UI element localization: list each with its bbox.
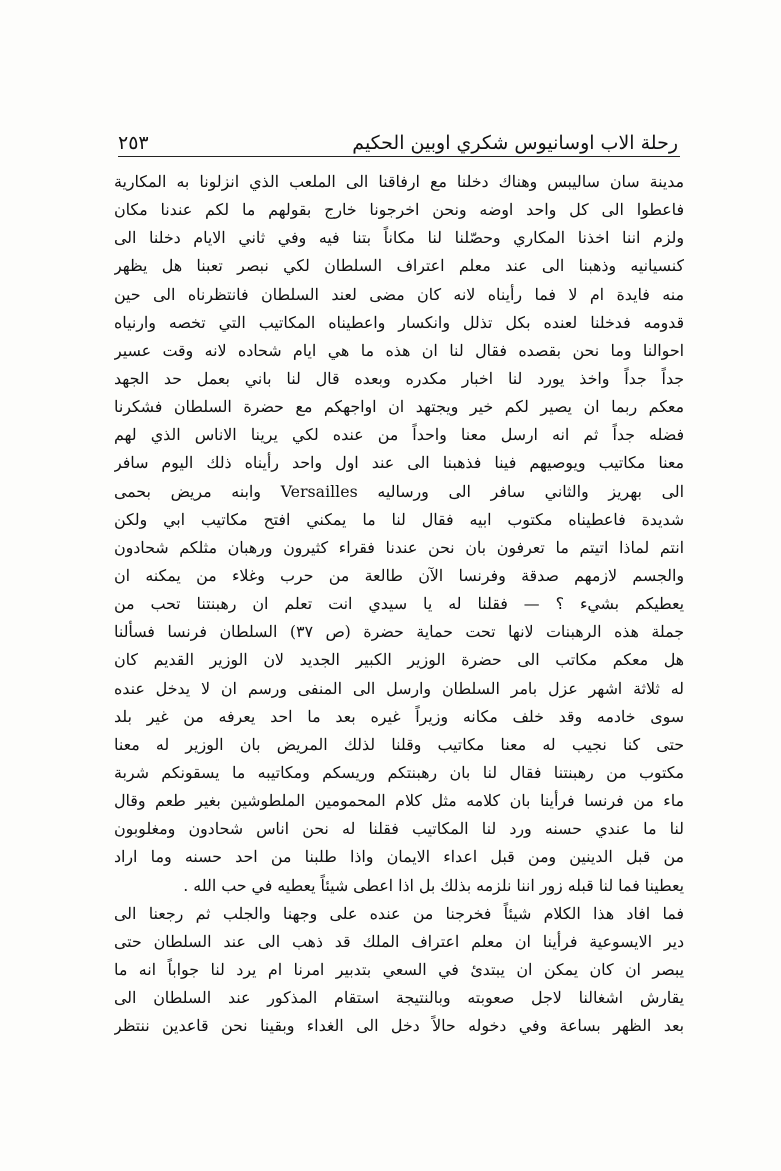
running-title: رحلة الاب اوسانيوس شكري اوبين الحكيم bbox=[352, 132, 678, 154]
page-header bbox=[118, 126, 678, 154]
text-line: يعطيكم بشيء ؟ — فقلنا له يا سيدي انت تعلم ان رهبنتنا تحب من bbox=[114, 594, 684, 614]
text-line: يبصر ان كان يمكن ان يبتدئ في السعي بتدبير امرنا ام يرد لنا جواباً انه ما bbox=[114, 959, 684, 979]
text-line: ولزم اننا اخذنا المكاري وحصّلنا لنا مكاناً بتنا فيه وفي ثاني الايام دخلنا الى bbox=[114, 228, 684, 248]
header-rule bbox=[118, 156, 680, 157]
text-line: دير الايسوعية فرأينا ان معلم اعتراف الملك قد ذهب الى عند السلطان حتى bbox=[114, 931, 684, 951]
text-line: سوى خادمه وقد خلف مكانه وزيراً غيره بعد ما احد يعرفه من غير بلد bbox=[114, 706, 684, 726]
text-line: الى بهريز والثاني سافر الى ورساليه Versailles وابنه مريض بحمى bbox=[114, 481, 684, 501]
text-line: انتم لماذا اتيتم ما تعرفون بان نحن عندنا فقراء كثيرون ورهبان مثلكم شحادون bbox=[114, 537, 684, 557]
text-line: شديدة فاعطيناه مكتوب ابيه فقال لنا ما يمكني افتح مكاتيب ابي ولكن bbox=[114, 509, 684, 529]
text-line: فما افاد هذا الكلام شيئاً فخرجنا من عنده على وجهنا والجلب ثم رجعنا الى bbox=[114, 903, 684, 923]
text-line: جملة هذه الرهبنات لانها تحت حماية حضرة (ص ٣٧) السلطان فرنسا فسألنا bbox=[114, 622, 684, 642]
text-line: يعطينا فما لنا قبله زور اننا نلزمه بذلك بل اذا اعطى شيئاً يعطيه في حب الله . bbox=[183, 875, 684, 895]
text-line: من قبل الدينين ومن قبل اعداء الايمان واذا طلبنا من احد حسنه وما اراد bbox=[114, 847, 684, 867]
text-line: معكم ربما ان يصير لكم خير ويجتهد ان اواجهكم مع حضرة السلطان فشكرنا bbox=[114, 397, 684, 417]
text-line: يقارش اشغالنا لاجل صعوبته وبالنتيجة استقام المذكور عند السلطان الى bbox=[114, 988, 684, 1008]
text-line: جداً جداً واخذ يورد لنا اخبار مكدره وبعده قال لنا باني بعمل حد الجهد bbox=[114, 368, 684, 388]
text-line: لنا ما عندي حسنه ورد لنا المكاتيب فقلنا له نحن اناس شحادون ومغلوبون bbox=[114, 819, 684, 839]
text-line: ماء من فرنسا فرأينا بان كلامه مثل كلام المحمومين الملطوشين بغير طعم وقال bbox=[114, 791, 684, 811]
body-text bbox=[114, 168, 684, 1040]
page-number: ٢٥٣ bbox=[118, 132, 149, 154]
text-line: فاعطوا الى كل واحد اوضه ونحن اخرجونا خارج بقولهم ما لكم عندنا مكان bbox=[114, 200, 684, 220]
text-line: احوالنا وما نحن بقصده فقال لنا ان هذه ما هي ايام شحاده لانه وقت عسير bbox=[114, 340, 684, 360]
text-line: هل معكم مكاتب الى حضرة الوزير الكبير الجديد لان الوزير القديم كان bbox=[114, 650, 684, 670]
text-line: مدينة سان ساليبس وهناك دخلنا مع ارفاقنا الى الملعب الذي انزلونا به المكارية bbox=[114, 172, 684, 191]
text-line: بعد الظهر بساعة وفي دخوله حالاً دخل الى الغداء وبقينا نحن قاعدين ننتظر bbox=[114, 1016, 684, 1036]
text-line: كنسيانيه وذهبنا الى عند معلم اعتراف السلطان لكي نبصر تعبنا هل يظهر bbox=[114, 256, 684, 276]
text-line: قدومه فدخلنا لعنده بكل تذلل وانكسار واعطيناه المكاتيب التي تخصه وارنياه bbox=[114, 312, 684, 332]
text-line: حتى كنا نجيب له معنا مكاتيب وقلنا لذلك المريض بان الوزير له معنا bbox=[114, 734, 684, 754]
text-line: والجسم لازمهم صدقة وفرنسا الآن طالعة من حرب وغلاء من يمكنه ان bbox=[114, 565, 684, 585]
text-line: فضله جداً ثم انه ارسل معنا واحداً من عنده لكي يرينا الاناس الذي لهم bbox=[114, 425, 684, 445]
text-line: مكتوب من رهبنتنا فقال لنا بان رهبنتكم وريسكم ومكاتيبه ما يسقونكم شربة bbox=[114, 762, 684, 782]
text-line: منه فايدة ام لا فما رأيناه لانه كان مضى لعند السلطان فانتظرناه الى حين bbox=[114, 284, 684, 304]
text-line: له ثلاثة اشهر عزل بامر السلطان وارسل الى المنفى ورسم ان لا يدخل عنده bbox=[114, 678, 684, 698]
text-line: معنا مكاتيب ويوصيهم فينا فذهبنا الى عند اول واحد رأيناه ذلك اليوم سافر bbox=[114, 453, 684, 473]
